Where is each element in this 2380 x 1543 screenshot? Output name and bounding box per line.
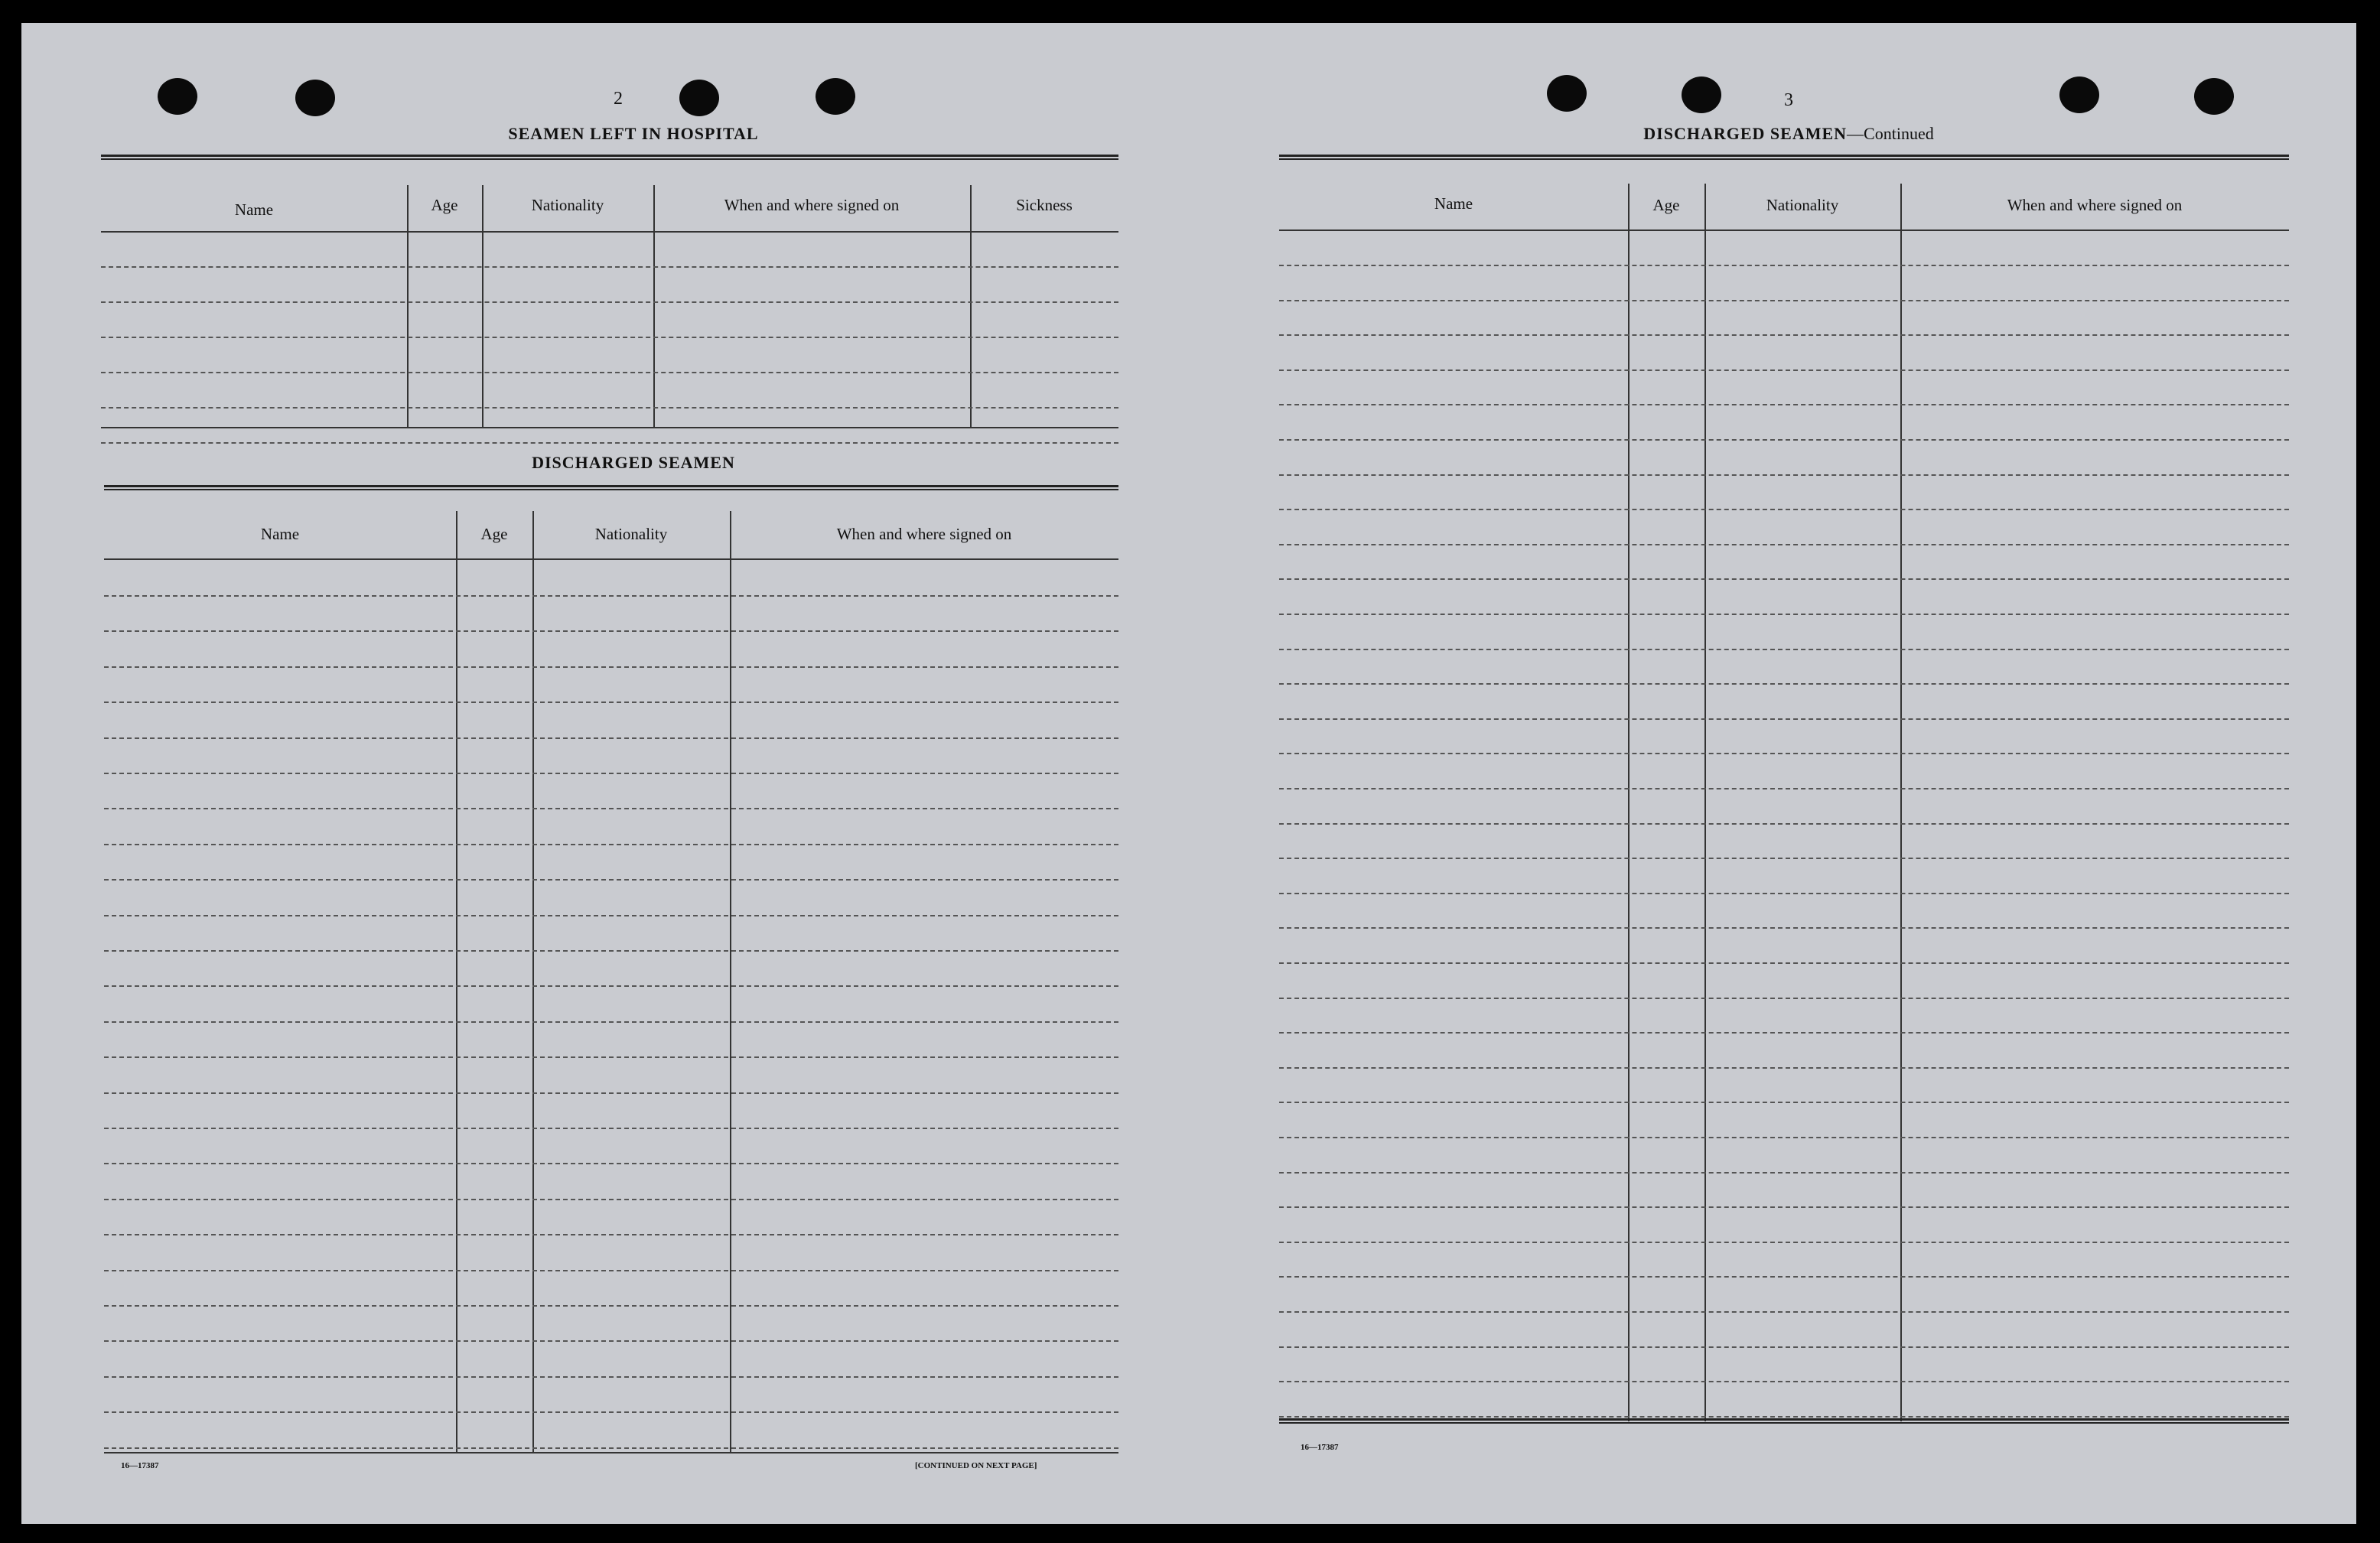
col-header-signed-on: When and where signed on [836, 525, 1012, 543]
table-bottom-rule [1279, 1418, 2289, 1424]
table-row [1279, 1416, 2289, 1418]
table-row [1279, 1102, 2289, 1103]
table-row [1279, 578, 2289, 580]
table-row [1279, 788, 2289, 789]
discharged-continued-title [1444, 124, 2133, 144]
col-header-name: Name [1434, 194, 1473, 213]
table-row [101, 301, 1118, 303]
column-divider [532, 511, 534, 1453]
table-row [104, 1021, 1118, 1023]
table-row [1279, 893, 2289, 894]
table-bottom-rule [104, 1452, 1118, 1453]
table-row [1279, 998, 2289, 999]
header-rule [1279, 229, 2289, 231]
table-row [1279, 927, 2289, 929]
page-number: 3 [1784, 90, 1793, 110]
col-header-age: Age [1652, 196, 1680, 214]
table-row [101, 337, 1118, 338]
table-row [104, 773, 1118, 774]
col-header-nationality: Nationality [531, 196, 604, 214]
table-row [104, 844, 1118, 845]
table-row [1279, 1206, 2289, 1208]
table-bottom-rule [101, 427, 1118, 428]
table-row [1279, 683, 2289, 685]
page-number: 2 [614, 89, 623, 109]
discharged-title-rule [104, 485, 1118, 490]
table-row [104, 1092, 1118, 1094]
table-row [104, 1270, 1118, 1271]
col-header-nationality: Nationality [594, 525, 668, 543]
col-header-signed-on: When and where signed on [2007, 196, 2183, 214]
column-divider [456, 511, 457, 1453]
table-row [1279, 439, 2289, 441]
col-header-age: Age [431, 196, 458, 214]
title-rule [1279, 155, 2289, 160]
hospital-section-title: SEAMEN LEFT IN HOSPITAL [508, 124, 759, 143]
table-row [1279, 614, 2289, 615]
col-header-age: Age [480, 525, 508, 543]
table-row [101, 266, 1118, 268]
discharged-table [104, 493, 1118, 1458]
continued-note: [CONTINUED ON NEXT PAGE] [915, 1461, 1037, 1470]
table-row [101, 407, 1118, 409]
right-page [1184, 23, 2356, 1524]
title-suffix: —Continued [1847, 124, 1934, 143]
table-row [104, 702, 1118, 703]
hospital-table [101, 162, 1118, 430]
column-divider [653, 185, 655, 428]
table-row [101, 372, 1118, 373]
hospital-title-rule [101, 155, 1118, 160]
discharged-section-title: DISCHARGED SEAMEN [532, 453, 735, 472]
form-number: 16—17387 [1301, 1443, 1339, 1452]
column-divider [482, 185, 483, 428]
left-page [21, 23, 1154, 1524]
table-row [104, 1128, 1118, 1129]
table-row [104, 985, 1118, 987]
table-row [1279, 1242, 2289, 1243]
table-row [104, 808, 1118, 809]
title-main: DISCHARGED SEAMEN [1643, 124, 1848, 143]
table-row [1279, 1311, 2289, 1313]
col-header-signed-on: When and where signed on [724, 196, 900, 214]
table-row [1279, 1032, 2289, 1034]
col-header-name: Name [260, 525, 300, 543]
table-row [104, 1163, 1118, 1164]
table-row [104, 1411, 1118, 1413]
col-header-nationality: Nationality [1766, 196, 1839, 214]
table-row [1279, 1381, 2289, 1382]
scanned-document-sheet [21, 23, 2356, 1524]
header-rule [104, 558, 1118, 560]
table-row [1279, 474, 2289, 476]
table-row [104, 1056, 1118, 1058]
table-row [1279, 1276, 2289, 1278]
col-header-name: Name [234, 200, 274, 219]
column-divider [407, 185, 409, 428]
table-row [104, 915, 1118, 916]
table-row [101, 442, 1118, 444]
col-header-sickness: Sickness [1016, 196, 1073, 214]
header-rule [101, 231, 1118, 233]
table-row [104, 1199, 1118, 1200]
table-row [104, 879, 1118, 881]
table-row [1279, 1067, 2289, 1069]
table-row [1279, 300, 2289, 301]
table-row [104, 1234, 1118, 1235]
table-row [1279, 509, 2289, 510]
table-row [104, 737, 1118, 739]
table-row [1279, 369, 2289, 371]
table-row [1279, 962, 2289, 964]
table-row [104, 595, 1118, 597]
table-row [104, 1376, 1118, 1378]
form-number: 16—17387 [121, 1461, 159, 1470]
table-row [1279, 718, 2289, 720]
table-row [1279, 649, 2289, 650]
table-row [104, 950, 1118, 952]
table-row [1279, 823, 2289, 825]
table-row [104, 1305, 1118, 1307]
table-row [1279, 265, 2289, 266]
table-row [1279, 334, 2289, 336]
table-row [104, 666, 1118, 668]
table-row [1279, 858, 2289, 859]
table-row [1279, 544, 2289, 545]
column-divider [970, 185, 972, 428]
table-row [1279, 404, 2289, 405]
column-divider [730, 511, 731, 1453]
table-row [104, 630, 1118, 632]
table-row [1279, 1137, 2289, 1138]
table-row [104, 1447, 1118, 1449]
table-row [1279, 1172, 2289, 1174]
discharged-continued-table [1279, 162, 2289, 1424]
table-row [104, 1340, 1118, 1342]
table-row [1279, 1346, 2289, 1348]
table-row [1279, 753, 2289, 754]
